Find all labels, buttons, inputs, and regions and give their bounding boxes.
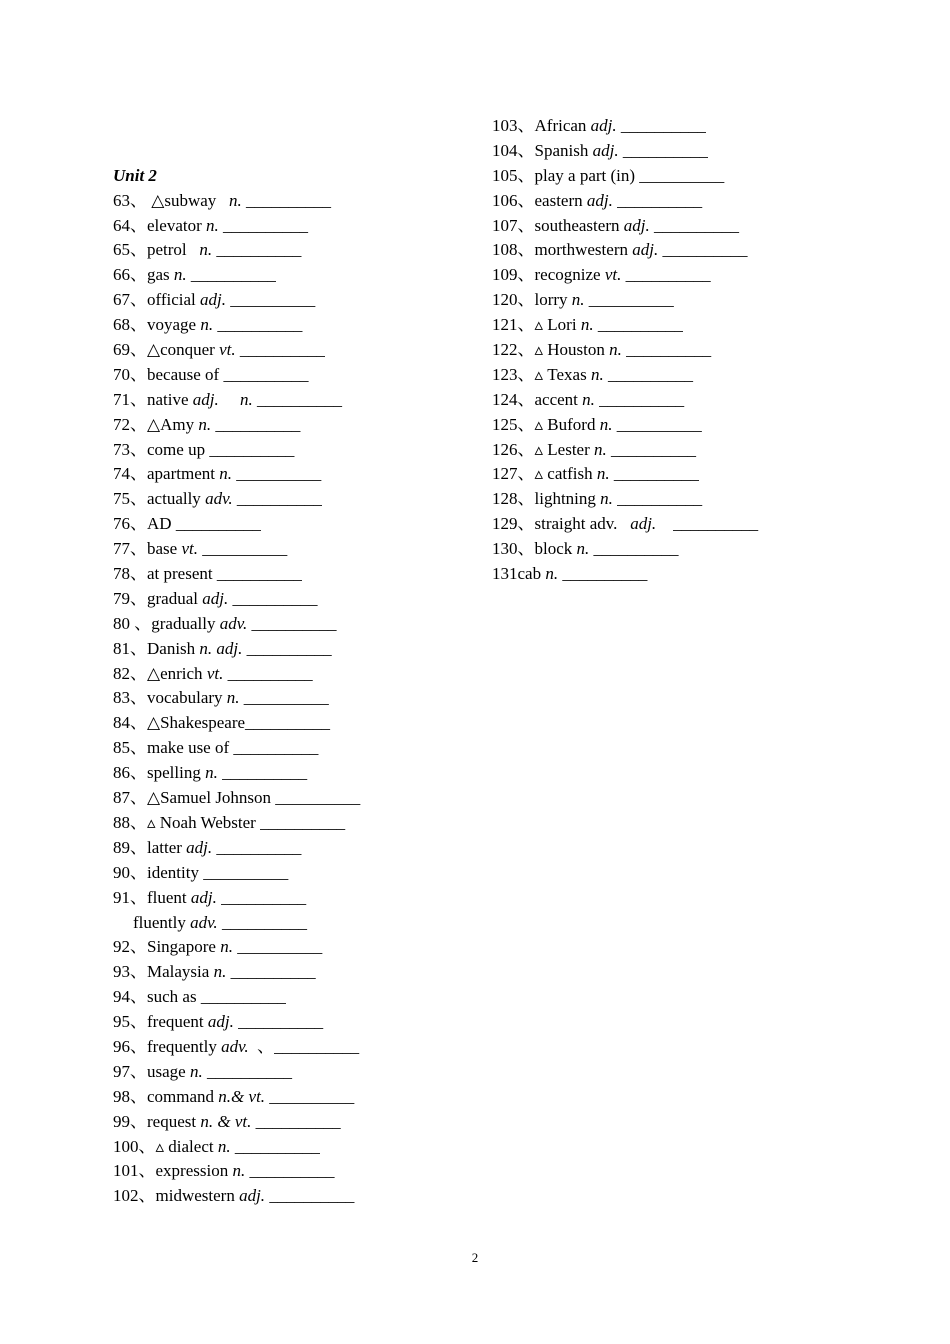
answer-blank: __________	[621, 265, 711, 285]
vocab-number: 67、	[113, 290, 147, 310]
vocab-item	[113, 263, 443, 288]
vocab-number: 69、	[113, 340, 147, 360]
vocab-word: midwestern	[155, 1186, 240, 1206]
answer-blank: __________	[211, 414, 301, 434]
vocab-item	[113, 214, 443, 239]
part-of-speech: adj. n.	[192, 389, 253, 409]
vocab-word: vocabulary	[147, 688, 227, 708]
vocab-word: AD	[147, 514, 172, 534]
answer-blank: __________	[593, 315, 683, 335]
part-of-speech: n.	[219, 464, 232, 484]
vocab-number: 91、	[113, 887, 147, 907]
vocab-word: base	[147, 539, 182, 559]
vocab-number: 64、	[113, 215, 147, 235]
part-of-speech: n.	[173, 265, 187, 285]
answer-blank: __________	[216, 887, 307, 907]
part-of-speech: n.& vt.	[218, 1086, 266, 1106]
vocab-number: 80 、	[113, 613, 152, 633]
answer-blank: __________	[609, 464, 699, 484]
answer-blank: __________	[616, 116, 706, 135]
answer-blank: __________	[212, 837, 302, 857]
top-spacer	[113, 139, 443, 164]
part-of-speech: adj.	[207, 1012, 234, 1032]
answer-blank: __________	[612, 489, 703, 509]
vocab-word: frequent	[147, 1012, 208, 1032]
part-of-speech: n.	[229, 190, 242, 210]
vocab-item	[113, 363, 443, 388]
answer-blank: __________	[219, 364, 309, 384]
answer-blank: __________	[612, 190, 703, 210]
vocab-number: 74、	[113, 464, 147, 484]
vocab-item	[113, 711, 443, 736]
vocab-number: 102、	[113, 1186, 156, 1206]
vocab-item	[492, 388, 852, 413]
right-column	[492, 114, 852, 587]
part-of-speech: n.	[206, 215, 219, 235]
vocab-item	[113, 1035, 443, 1060]
vocab-item	[113, 861, 443, 886]
part-of-speech: n.	[199, 240, 213, 260]
answer-blank: __________	[251, 1111, 341, 1131]
vocab-word: lorry	[534, 290, 572, 310]
vocab-item	[492, 338, 852, 363]
part-of-speech: adv.	[219, 613, 248, 633]
vocab-number: 70、	[113, 364, 147, 384]
vocab-item	[113, 1110, 443, 1135]
vocab-item	[492, 363, 852, 388]
vocab-item	[492, 164, 852, 189]
vocab-number: 98、	[113, 1086, 147, 1106]
answer-blank: __________	[212, 564, 302, 584]
vocab-word: fluently	[133, 912, 191, 932]
part-of-speech: n.	[571, 290, 585, 310]
vocab-word: Singapore	[147, 937, 221, 957]
vocab-word: ▵ Lori	[534, 315, 581, 335]
vocab-word: make use of	[147, 738, 230, 758]
vocab-item	[113, 935, 443, 960]
answer-blank: __________	[223, 663, 313, 683]
vocab-item	[492, 438, 852, 463]
vocab-item	[113, 662, 443, 687]
unit-heading: Unit 2	[113, 165, 157, 185]
vocab-word: actually	[147, 489, 206, 509]
vocab-item	[492, 512, 852, 537]
vocab-word: Malaysia	[147, 962, 214, 982]
vocab-item	[113, 960, 443, 985]
answer-blank: __________	[230, 1136, 320, 1156]
part-of-speech: vt.	[181, 539, 198, 559]
part-of-speech: n.	[609, 340, 622, 360]
vocab-number: 63、	[113, 190, 147, 210]
vocab-number: 128、	[492, 489, 535, 509]
vocab-number: 90、	[113, 862, 147, 882]
part-of-speech: n.	[213, 962, 227, 982]
vocab-item	[113, 238, 443, 263]
vocab-item	[113, 487, 443, 512]
vocab-number: 108、	[492, 240, 535, 260]
vocab-item	[113, 911, 443, 936]
vocab-number: 82、	[113, 663, 147, 683]
part-of-speech: n.	[217, 1136, 231, 1156]
vocab-number: 100、	[113, 1136, 156, 1156]
vocab-item	[113, 786, 443, 811]
vocab-number: 124、	[492, 389, 535, 409]
vocab-word: △Shakespeare	[147, 713, 246, 733]
vocab-word: official	[147, 290, 201, 310]
part-of-speech: n.	[580, 315, 594, 335]
part-of-speech: adj.	[623, 215, 650, 235]
answer-blank: 、__________	[248, 1036, 360, 1056]
vocab-word: at present	[147, 564, 213, 584]
answer-blank: __________	[558, 564, 648, 584]
vocab-item	[113, 438, 443, 463]
vocab-number: 129、	[492, 514, 535, 534]
vocab-item	[113, 1159, 443, 1184]
vocab-word: straight adv.	[534, 514, 631, 534]
vocab-number: 78、	[113, 564, 147, 584]
vocab-number: 103、	[492, 116, 535, 135]
part-of-speech: adj.	[586, 190, 613, 210]
vocab-word: elevator	[147, 215, 206, 235]
answer-blank: __________	[635, 165, 725, 185]
vocab-item	[113, 1060, 443, 1085]
vocab-item	[113, 1085, 443, 1110]
answer-blank: __________	[245, 713, 331, 733]
vocab-item	[492, 288, 852, 313]
answer-blank: __________	[212, 240, 302, 260]
vocab-item	[113, 562, 443, 587]
vocab-item	[113, 462, 443, 487]
vocab-list-left	[113, 189, 443, 1210]
vocab-word: because of	[147, 364, 220, 384]
vocab-item	[113, 985, 443, 1010]
answer-blank: __________	[198, 539, 288, 559]
part-of-speech: adj.	[592, 140, 619, 160]
vocab-word: spelling	[147, 763, 206, 783]
answer-blank: __________	[217, 912, 307, 932]
vocab-number: 83、	[113, 688, 147, 708]
part-of-speech: n.	[226, 688, 240, 708]
vocab-word: ▵ Texas	[534, 364, 591, 384]
part-of-speech: vt.	[604, 265, 622, 285]
answer-blank: __________	[271, 788, 361, 808]
vocab-word: △subway	[147, 190, 230, 210]
vocab-word: block	[534, 539, 577, 559]
vocab-item	[113, 413, 443, 438]
vocab-number: 84、	[113, 713, 147, 733]
vocab-item	[113, 736, 443, 761]
vocab-number: 105、	[492, 165, 535, 185]
vocab-word: petrol	[147, 240, 200, 260]
vocab-number: 89、	[113, 837, 147, 857]
answer-blank: __________	[265, 1186, 355, 1206]
answer-blank: __________	[621, 340, 712, 360]
vocab-item	[113, 761, 443, 786]
vocab-item	[492, 313, 852, 338]
part-of-speech: n.	[205, 763, 218, 783]
answer-blank: __________	[226, 290, 316, 310]
vocab-item	[113, 1010, 443, 1035]
part-of-speech: adv.	[221, 1036, 249, 1056]
vocab-number: 131	[492, 564, 518, 584]
part-of-speech: n.	[189, 1061, 203, 1081]
vocab-word: Danish	[147, 638, 200, 658]
vocab-word: accent	[534, 389, 583, 409]
vocab-item	[492, 462, 852, 487]
answer-blank: __________	[171, 514, 261, 534]
vocab-item	[113, 836, 443, 861]
answer-blank: __________	[202, 1061, 292, 1081]
vocab-word: voyage	[147, 315, 201, 335]
vocab-number: 73、	[113, 439, 147, 459]
answer-blank: __________	[245, 1161, 335, 1181]
part-of-speech: n.	[600, 489, 613, 509]
vocab-item	[113, 512, 443, 537]
vocab-word: ▵ catfish	[534, 464, 597, 484]
vocab-number: 130、	[492, 539, 535, 559]
vocab-word: gradually	[151, 613, 220, 633]
vocab-item	[113, 288, 443, 313]
answer-blank: __________	[247, 613, 337, 633]
vocab-word: gas	[147, 265, 174, 285]
vocab-number: 127、	[492, 464, 535, 484]
vocab-item	[113, 612, 443, 637]
answer-blank: __________	[226, 962, 316, 982]
vocab-number: 72、	[113, 414, 147, 434]
vocab-word: such as	[147, 987, 197, 1007]
vocab-word: ▵ Lester	[534, 439, 595, 459]
answer-blank: __________	[231, 464, 322, 484]
vocab-number: 99、	[113, 1111, 147, 1131]
vocab-number: 93、	[113, 962, 147, 982]
vocab-number: 68、	[113, 315, 147, 335]
vocab-number: 95、	[113, 1012, 147, 1032]
answer-blank: __________	[612, 414, 702, 434]
answer-blank: __________	[239, 688, 329, 708]
answer-blank: __________	[618, 140, 708, 160]
part-of-speech: n.	[200, 315, 214, 335]
vocab-number: 75、	[113, 489, 147, 509]
vocab-number: 85、	[113, 738, 147, 758]
answer-blank: __________	[656, 514, 759, 534]
part-of-speech: n.	[599, 414, 613, 434]
vocab-item	[113, 686, 443, 711]
vocab-number: 126、	[492, 439, 535, 459]
vocab-item	[492, 214, 852, 239]
part-of-speech: n.	[594, 439, 607, 459]
vocab-word: lightning	[534, 489, 601, 509]
part-of-speech: vt.	[206, 663, 224, 683]
vocab-item	[492, 487, 852, 512]
part-of-speech: adj.	[632, 240, 659, 260]
vocab-word: ▵ Noah Webster	[147, 812, 256, 832]
vocab-item	[492, 139, 852, 164]
answer-blank: __________	[198, 862, 289, 882]
answer-blank: __________	[658, 240, 748, 260]
vocab-item	[113, 1184, 443, 1209]
vocab-word: recognize	[534, 265, 605, 285]
answer-blank: __________	[229, 738, 319, 758]
vocab-item	[113, 637, 443, 662]
vocab-item	[113, 189, 443, 214]
vocab-word: eastern	[534, 190, 587, 210]
part-of-speech: n.	[198, 414, 212, 434]
answer-blank: __________	[233, 1012, 324, 1032]
answer-blank: __________	[235, 340, 325, 360]
part-of-speech: n.	[576, 539, 590, 559]
vocab-number: 109、	[492, 265, 535, 285]
vocab-word: morthwestern	[534, 240, 633, 260]
part-of-speech: n.	[232, 1161, 246, 1181]
answer-blank: __________	[218, 215, 308, 235]
vocab-item	[492, 562, 852, 587]
part-of-speech: vt.	[219, 340, 236, 360]
part-of-speech: n.	[590, 364, 604, 384]
vocab-word: △Amy	[147, 414, 199, 434]
vocab-number: 107、	[492, 215, 535, 235]
page-number: 2	[471, 1250, 479, 1265]
vocab-list-right	[492, 114, 852, 587]
vocab-item	[492, 189, 852, 214]
vocab-number: 65、	[113, 240, 147, 260]
vocab-number: 123、	[492, 364, 535, 384]
answer-blank: __________	[186, 265, 276, 285]
answer-blank: __________	[594, 389, 685, 409]
vocab-item	[113, 537, 443, 562]
vocab-number: 87、	[113, 788, 147, 808]
vocab-item	[492, 413, 852, 438]
vocab-number: 101、	[113, 1161, 156, 1181]
answer-blank: __________	[255, 812, 346, 832]
vocab-word: command	[147, 1086, 219, 1106]
part-of-speech: n.	[220, 937, 233, 957]
vocab-number: 122、	[492, 340, 535, 360]
vocab-item	[492, 263, 852, 288]
answer-blank: __________	[205, 439, 295, 459]
vocab-word: ▵ dialect	[155, 1136, 218, 1156]
answer-blank: __________	[232, 937, 323, 957]
vocab-number: 66、	[113, 265, 147, 285]
answer-blank: __________	[589, 539, 679, 559]
vocab-word: apartment	[147, 464, 220, 484]
answer-blank: __________	[252, 389, 343, 409]
vocab-number: 77、	[113, 539, 147, 559]
vocab-word: cab	[517, 564, 546, 584]
answer-blank: __________	[649, 215, 739, 235]
vocab-word: ▵ Buford	[534, 414, 600, 434]
vocab-number: 79、	[113, 588, 147, 608]
vocab-word: usage	[147, 1061, 190, 1081]
vocab-word: △Samuel Johnson	[147, 788, 272, 808]
vocab-number: 76、	[113, 514, 147, 534]
part-of-speech: adj.	[190, 887, 217, 907]
vocab-number: 106、	[492, 190, 535, 210]
vocab-number: 81、	[113, 638, 147, 658]
vocab-word: Spanish	[534, 140, 593, 160]
vocab-word: southeastern	[534, 215, 624, 235]
part-of-speech: adj.	[200, 290, 227, 310]
vocab-number: 88、	[113, 812, 147, 832]
top-spacer	[113, 114, 443, 139]
vocab-word: native	[147, 389, 193, 409]
vocab-number: 97、	[113, 1061, 147, 1081]
vocab-number: 104、	[492, 140, 535, 160]
vocab-word: △enrich	[147, 663, 207, 683]
vocab-word: △conquer	[147, 340, 220, 360]
vocab-word: latter	[147, 837, 187, 857]
answer-blank: __________	[603, 364, 693, 384]
part-of-speech: adj.	[239, 1186, 266, 1206]
vocab-word: play a part (in)	[534, 165, 636, 185]
vocab-number: 94、	[113, 987, 147, 1007]
part-of-speech: n. & vt.	[200, 1111, 252, 1131]
answer-blank: __________	[242, 638, 332, 658]
part-of-speech: adj.	[186, 837, 213, 857]
vocab-word: frequently	[147, 1036, 222, 1056]
vocab-item	[113, 388, 443, 413]
vocab-word: identity	[147, 862, 199, 882]
vocab-word: ▵ Houston	[534, 340, 610, 360]
part-of-speech: adj.	[202, 588, 229, 608]
answer-blank: __________	[228, 588, 318, 608]
part-of-speech: n. adj.	[199, 638, 243, 658]
vocab-item	[492, 238, 852, 263]
part-of-speech: n.	[582, 389, 595, 409]
vocab-number: 125、	[492, 414, 535, 434]
vocab-word: come up	[147, 439, 206, 459]
answer-blank: __________	[606, 439, 697, 459]
vocab-word: request	[147, 1111, 201, 1131]
vocab-number: 121、	[492, 315, 535, 335]
answer-blank: __________	[232, 489, 322, 509]
answer-blank: __________	[213, 315, 303, 335]
answer-blank: __________	[241, 190, 332, 210]
left-column	[113, 114, 443, 1209]
vocab-item	[492, 537, 852, 562]
part-of-speech: n.	[545, 564, 559, 584]
vocab-item	[492, 114, 852, 139]
answer-blank: __________	[217, 763, 308, 783]
vocab-number: 86、	[113, 763, 147, 783]
part-of-speech: adj.	[630, 514, 657, 534]
vocab-word: gradual	[147, 588, 203, 608]
vocab-number: 92、	[113, 937, 147, 957]
part-of-speech: adj.	[590, 116, 617, 135]
vocab-item	[113, 886, 443, 911]
answer-blank: __________	[265, 1086, 355, 1106]
part-of-speech: n.	[596, 464, 610, 484]
vocab-word: expression	[155, 1161, 233, 1181]
part-of-speech: adv.	[190, 912, 218, 932]
vocab-word: African	[534, 116, 591, 135]
vocab-number: 96、	[113, 1036, 147, 1056]
vocab-item	[113, 338, 443, 363]
vocab-item	[113, 587, 443, 612]
part-of-speech: adv.	[205, 489, 233, 509]
answer-blank: __________	[196, 987, 286, 1007]
vocab-item	[113, 313, 443, 338]
vocab-item	[113, 1135, 443, 1160]
vocab-item	[113, 811, 443, 836]
vocab-number: 120、	[492, 290, 535, 310]
answer-blank: __________	[584, 290, 674, 310]
vocab-number: 71、	[113, 389, 147, 409]
vocab-word: fluent	[147, 887, 191, 907]
